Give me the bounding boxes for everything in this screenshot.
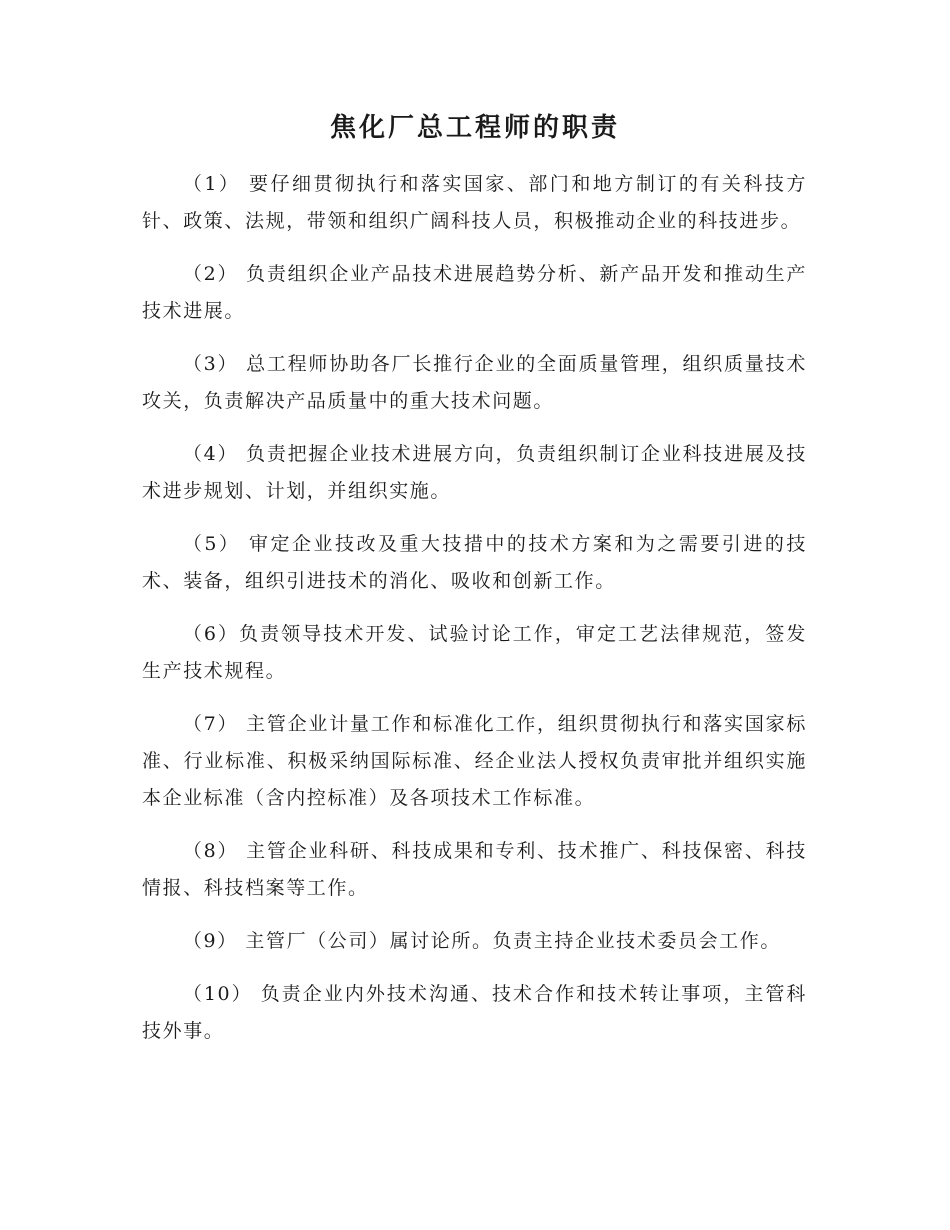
document-body (142, 166, 807, 1066)
paragraph-10: （10） 负责企业内外技术沟通、技术合作和技术转让事项，主管科技外事。 (142, 983, 807, 1042)
paragraph-4: （4） 负责把握企业技术进展方向，负责组织制订企业科技进展及技术进步规划、计划，并组织实施。 (142, 443, 807, 502)
paragraph-5: （5） 审定企业技改及重大技措中的技术方案和为之需要引进的技术、装备，组织引进技术的消化、吸收和创新工作。 (142, 533, 807, 592)
paragraph-2: （2） 负责组织企业产品技术进展趋势分析、新产品开发和推动生产技术进展。 (142, 263, 807, 322)
paragraph-9: （9） 主管厂（公司）属讨论所。负责主持企业技术委员会工作。 (182, 930, 781, 952)
document-title: 焦化厂总工程师的职责 (329, 113, 620, 143)
paragraph-8: （8） 主管企业科研、科技成果和专利、技术推广、科技保密、科技情报、科技档案等工作。 (142, 840, 807, 899)
paragraph-3: （3） 总工程师协助各厂长推行企业的全面质量管理，组织质量技术攻关，负责解决产品质量中的重大技术问题。 (142, 353, 807, 412)
paragraph-7: （7） 主管企业计量工作和标准化工作，组织贯彻执行和落实国家标准、行业标准、积极采纳国际标准、经企业法人授权负责审批并组织实施本企业标准（含内控标准）及各项技术工作标准。 (142, 713, 807, 809)
paragraph-1: （1） 要仔细贯彻执行和落实国家、部门和地方制订的有关科技方针、政策、法规，带领和组织广阔科技人员，积极推动企业的科技进步。 (142, 173, 807, 232)
paragraph-6: （6）负责领导技术开发、试验讨论工作，审定工艺法律规范，签发生产技术规程。 (142, 623, 807, 682)
